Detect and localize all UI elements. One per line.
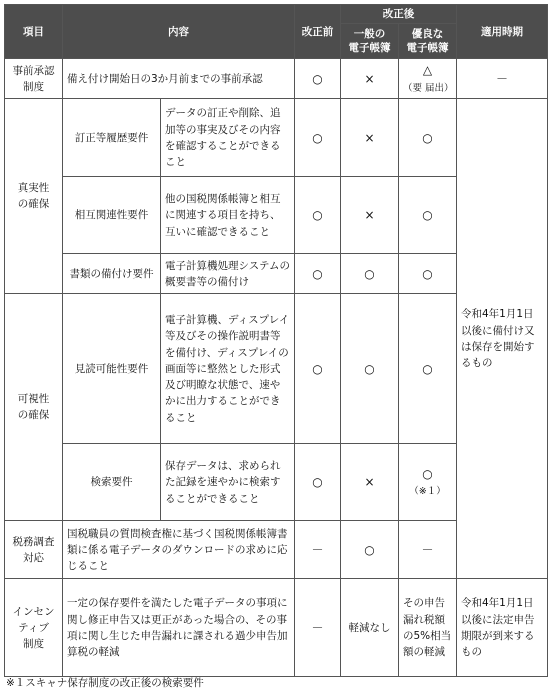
- item-investigation: [5, 521, 63, 579]
- excellent-mark: [399, 444, 457, 521]
- item-authenticity: [5, 99, 63, 294]
- circle-mark: ○: [422, 466, 433, 481]
- header-content: 内容: [63, 5, 295, 59]
- general-mark: ○: [341, 521, 399, 579]
- before-mark: ○: [295, 444, 341, 521]
- general-mark: ○: [341, 294, 399, 444]
- applicable-main: 令和4年1月1日以後に備付け又は保存を開始するもの: [457, 99, 548, 579]
- excellent-mark: ○: [399, 99, 457, 177]
- item-line: 事前承認: [12, 64, 55, 77]
- label-mutual: 相互関連性要件: [63, 177, 161, 254]
- excellent-mark: ○: [399, 294, 457, 444]
- header-excellent: [399, 24, 457, 59]
- header-item: 項目: [5, 5, 63, 59]
- excellent-mark: [399, 59, 457, 99]
- row-prior-approval: [5, 59, 548, 99]
- label-documents: 書類の備付け要件: [63, 254, 161, 294]
- header-general: [341, 24, 399, 59]
- applicable-dash: －: [457, 59, 548, 99]
- item-line: 対応: [23, 551, 44, 564]
- label-search: 検索要件: [63, 444, 161, 521]
- item-line: 制度: [23, 80, 44, 93]
- search-footnote-ref: （※１）: [409, 486, 446, 498]
- applicable-incentive: 令和4年1月1日以後に法定申告期限が到来するもの: [457, 579, 548, 677]
- content-investigation: 国税職員の質問検査権に基づく国税関係帳簿書類に係る電子データのダウンロードの求めに応じること: [63, 521, 295, 579]
- label-history: 訂正等履歴要件: [63, 99, 161, 177]
- header-excellent-line1: 優良な: [411, 28, 444, 40]
- before-mark: ○: [295, 294, 341, 444]
- item-line: 税務調査: [12, 535, 55, 548]
- header-after: 改正後: [341, 5, 457, 24]
- general-mark: ×: [341, 444, 399, 521]
- item-line: 真実性: [17, 182, 50, 195]
- before-mark: ○: [295, 177, 341, 254]
- header-general-line1: 一般の: [353, 28, 386, 40]
- general-mark: ×: [341, 177, 399, 254]
- row-history: [5, 99, 548, 177]
- row-incentive: [5, 579, 548, 677]
- triangle-mark: △: [422, 63, 433, 78]
- item-line: の確保: [17, 409, 50, 422]
- before-mark: －: [295, 521, 341, 579]
- excellent-mark: ○: [399, 254, 457, 294]
- before-mark: ○: [295, 254, 341, 294]
- content-readable: 電子計算機、ディスプレイ等及びその操作説明書等を備付け、ディスプレイの画面等に整然とした形式及び明瞭な状態で、速やかに出力することができること: [161, 294, 295, 444]
- label-readable: 見読可能性要件: [63, 294, 161, 444]
- item-line: 制度: [23, 638, 44, 651]
- excellent-incentive: その申告漏れ税額の5%相当額の軽減: [399, 579, 457, 677]
- header-before: 改正前: [295, 5, 341, 59]
- item-incentive: [5, 579, 63, 677]
- item-visibility: [5, 294, 63, 521]
- item-line: インセン: [12, 605, 55, 618]
- before-mark: －: [295, 579, 341, 677]
- item-line: ティブ: [18, 621, 49, 634]
- content-search: 保存データは、求められた記録を速やかに検索することができること: [161, 444, 295, 521]
- comparison-table: [4, 4, 548, 677]
- general-incentive: 軽減なし: [341, 579, 399, 677]
- notification-note: （要 届出）: [403, 82, 454, 94]
- before-mark: ○: [295, 99, 341, 177]
- header-row-1: [5, 5, 548, 24]
- content-incentive: 一定の保存要件を満たした電子データの事項に関し修正申告又は更正があった場合の、その事項に関し生じた申告漏れに課される過少申告加算税の軽減: [63, 579, 295, 677]
- item-prior-approval: [5, 59, 63, 99]
- general-mark: ○: [341, 254, 399, 294]
- header-excellent-line2: 電子帳簿: [406, 42, 449, 55]
- item-line: 可視性: [17, 393, 50, 406]
- content-documents: 電子計算機処理システムの概要書等の備付け: [161, 254, 295, 294]
- general-mark: ×: [341, 59, 399, 99]
- content-history: データの訂正や削除、追加等の事実及びその内容を確認することができること: [161, 99, 295, 177]
- excellent-mark: ○: [399, 177, 457, 254]
- header-applicable: 適用時期: [457, 5, 548, 59]
- general-mark: ×: [341, 99, 399, 177]
- excellent-mark: －: [399, 521, 457, 579]
- before-mark: ○: [295, 59, 341, 99]
- header-general-line2: 電子帳簿: [348, 42, 391, 55]
- content-prior-approval: 備え付け開始日の3か月前までの事前承認: [63, 59, 295, 99]
- content-mutual: 他の国税関係帳簿と相互に関連する項目を持ち、互いに確認できること: [161, 177, 295, 254]
- footnote: ※１スキャナ保存制度の改正後の検索要件: [6, 677, 204, 689]
- item-line: の確保: [17, 198, 50, 211]
